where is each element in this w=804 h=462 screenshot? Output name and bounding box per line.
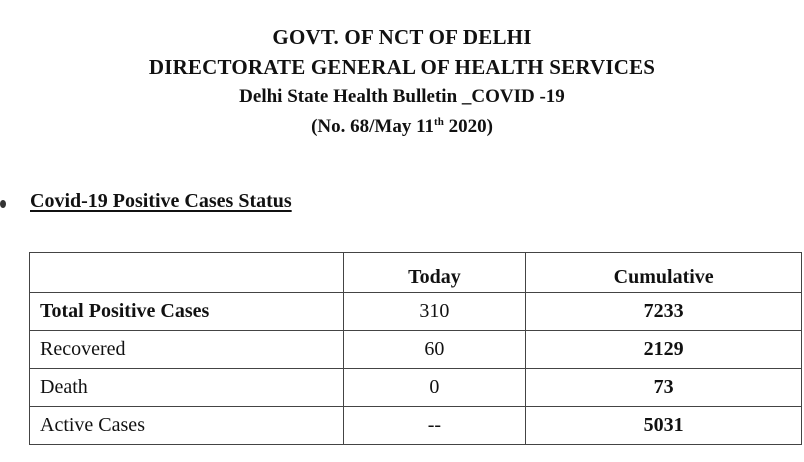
table-header-row [30,253,802,293]
column-header-cumulative: Cumulative [526,253,802,293]
row-label: Recovered [30,331,344,369]
row-label: Total Positive Cases [30,293,344,331]
table-row [30,369,802,407]
directorate-title: DIRECTORATE GENERAL OF HEALTH SERVICES [148,55,656,79]
row-today: 0 [343,369,526,407]
section-title: Covid-19 Positive Cases Status [30,190,292,212]
row-today: -- [343,407,526,445]
govt-title: GOVT. OF NCT OF DELHI [272,25,532,49]
row-cumulative: 73 [526,369,802,407]
row-label: Death [30,369,344,407]
bulletin-title: Delhi State Health Bulletin _COVID -19 [239,86,565,107]
cases-table [29,252,802,445]
table-row [30,293,802,331]
row-cumulative: 2129 [526,331,802,369]
bulletin-header [0,22,804,142]
column-header-today: Today [343,253,526,293]
bulletin-number [0,112,804,142]
row-today: 310 [343,293,526,331]
bulletin-number-sup: th [434,116,444,128]
row-cumulative: 7233 [526,293,802,331]
bulletin-number-suffix: 2020) [443,116,493,137]
row-cumulative: 5031 [526,407,802,445]
row-label: Active Cases [30,407,344,445]
column-header-label [30,253,344,293]
bulletin-number-prefix: (No. 68/May 11 [311,116,435,137]
table-row [30,331,802,369]
bullet-icon [0,200,6,208]
table-row [30,407,802,445]
row-today: 60 [343,331,526,369]
